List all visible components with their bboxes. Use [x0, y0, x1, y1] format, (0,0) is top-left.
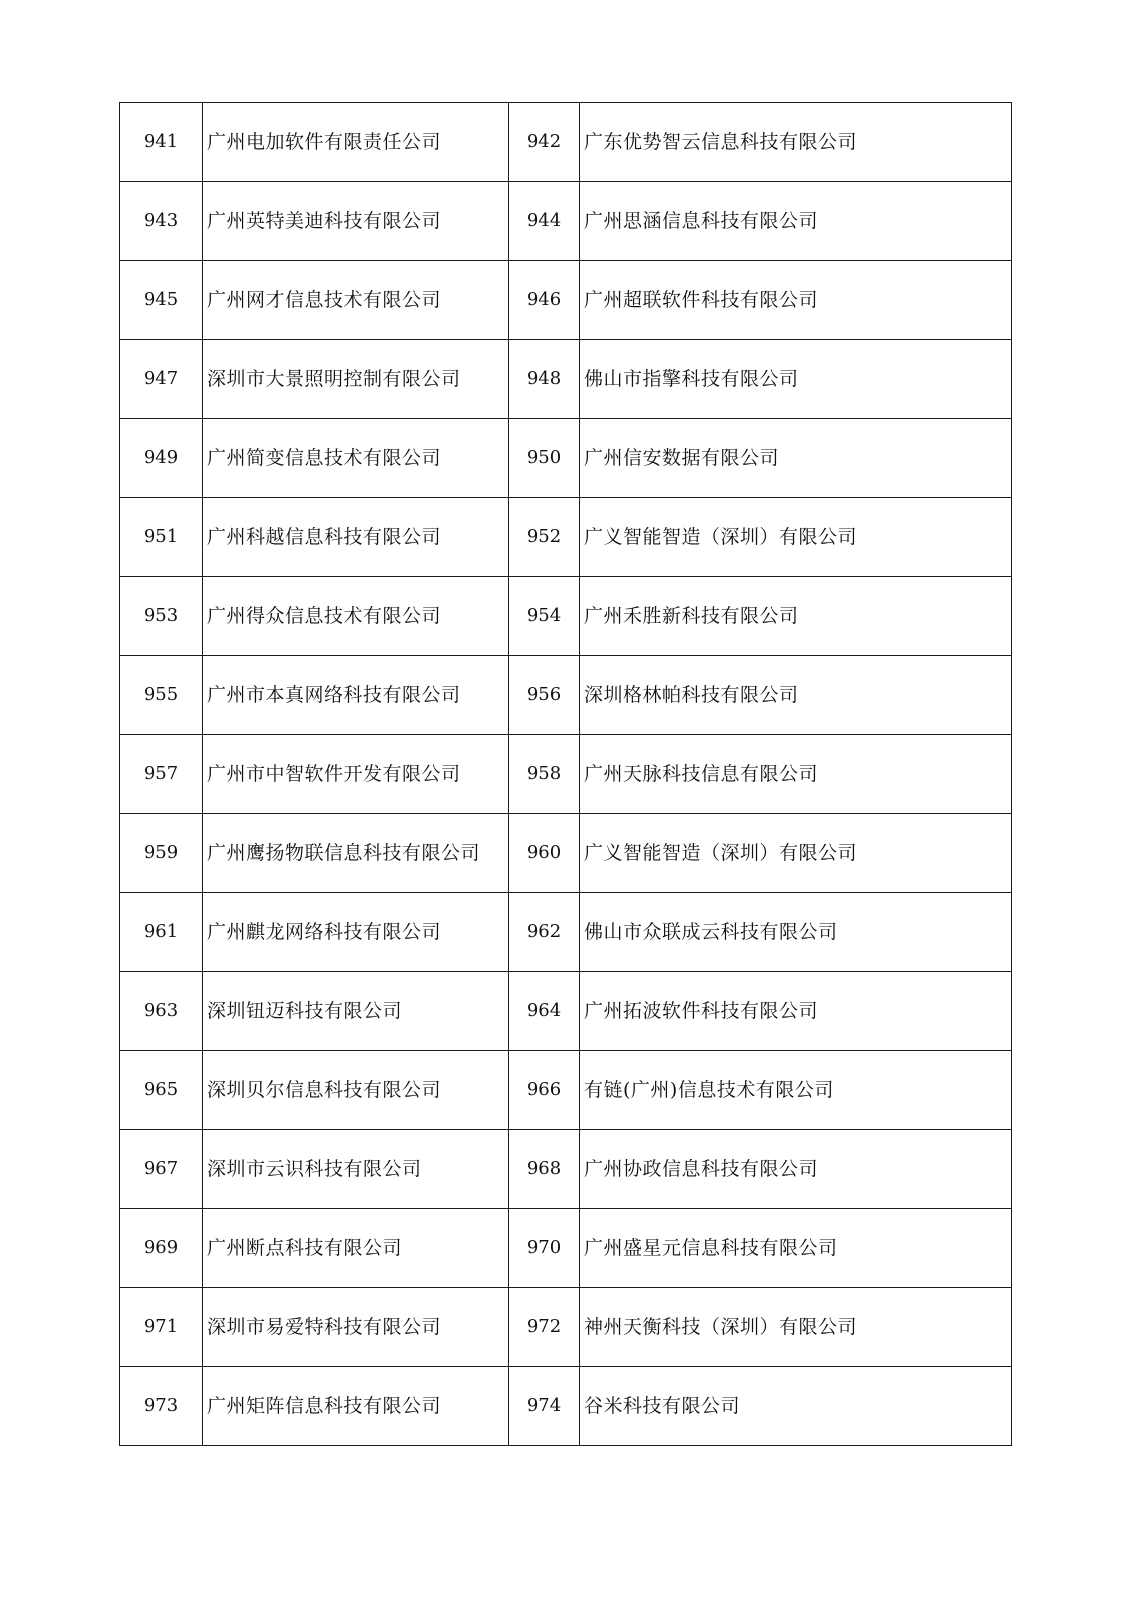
left-company-cell: 广州网才信息技术有限公司	[203, 261, 509, 340]
left-number-cell: 973	[120, 1367, 203, 1446]
left-number-cell: 951	[120, 498, 203, 577]
right-number-cell: 954	[509, 577, 580, 656]
table-row	[120, 1209, 1012, 1288]
right-company-cell: 广州拓波软件科技有限公司	[580, 972, 1012, 1051]
table-row	[120, 735, 1012, 814]
left-company-cell: 广州麒龙网络科技有限公司	[203, 893, 509, 972]
right-number-cell: 970	[509, 1209, 580, 1288]
right-company-cell: 广东优势智云信息科技有限公司	[580, 103, 1012, 182]
company-list-table	[119, 102, 1012, 1446]
right-number-cell: 958	[509, 735, 580, 814]
left-number-cell: 961	[120, 893, 203, 972]
left-number-cell: 959	[120, 814, 203, 893]
right-company-cell: 广义智能智造（深圳）有限公司	[580, 814, 1012, 893]
right-company-cell: 佛山市指擎科技有限公司	[580, 340, 1012, 419]
right-company-cell: 谷米科技有限公司	[580, 1367, 1012, 1446]
right-company-cell: 广州禾胜新科技有限公司	[580, 577, 1012, 656]
right-company-cell: 深圳格林帕科技有限公司	[580, 656, 1012, 735]
right-company-cell: 广州思涵信息科技有限公司	[580, 182, 1012, 261]
left-company-cell: 深圳贝尔信息科技有限公司	[203, 1051, 509, 1130]
left-company-cell: 深圳市易爱特科技有限公司	[203, 1288, 509, 1367]
left-number-cell: 941	[120, 103, 203, 182]
right-number-cell: 974	[509, 1367, 580, 1446]
table-row	[120, 1051, 1012, 1130]
left-company-cell: 广州鹰扬物联信息科技有限公司	[203, 814, 509, 893]
table-row	[120, 498, 1012, 577]
right-company-cell: 广州盛星元信息科技有限公司	[580, 1209, 1012, 1288]
left-number-cell: 943	[120, 182, 203, 261]
left-company-cell: 广州科越信息科技有限公司	[203, 498, 509, 577]
left-company-cell: 广州简变信息技术有限公司	[203, 419, 509, 498]
right-company-cell: 神州天衡科技（深圳）有限公司	[580, 1288, 1012, 1367]
table-row	[120, 1288, 1012, 1367]
table-row	[120, 182, 1012, 261]
table-row	[120, 577, 1012, 656]
right-company-cell: 广州超联软件科技有限公司	[580, 261, 1012, 340]
right-number-cell: 948	[509, 340, 580, 419]
right-company-cell: 有链(广州)信息技术有限公司	[580, 1051, 1012, 1130]
left-company-cell: 广州断点科技有限公司	[203, 1209, 509, 1288]
table-row	[120, 814, 1012, 893]
right-company-cell: 广义智能智造（深圳）有限公司	[580, 498, 1012, 577]
right-number-cell: 950	[509, 419, 580, 498]
right-number-cell: 952	[509, 498, 580, 577]
right-number-cell: 956	[509, 656, 580, 735]
left-number-cell: 953	[120, 577, 203, 656]
table-row	[120, 261, 1012, 340]
left-number-cell: 971	[120, 1288, 203, 1367]
right-company-cell: 佛山市众联成云科技有限公司	[580, 893, 1012, 972]
left-company-cell: 深圳市大景照明控制有限公司	[203, 340, 509, 419]
left-number-cell: 947	[120, 340, 203, 419]
left-company-cell: 广州英特美迪科技有限公司	[203, 182, 509, 261]
left-company-cell: 广州电加软件有限责任公司	[203, 103, 509, 182]
left-number-cell: 969	[120, 1209, 203, 1288]
table-row	[120, 893, 1012, 972]
left-number-cell: 945	[120, 261, 203, 340]
table-row	[120, 340, 1012, 419]
left-number-cell: 955	[120, 656, 203, 735]
right-number-cell: 968	[509, 1130, 580, 1209]
right-company-cell: 广州天脉科技信息有限公司	[580, 735, 1012, 814]
left-company-cell: 深圳市云识科技有限公司	[203, 1130, 509, 1209]
left-number-cell: 967	[120, 1130, 203, 1209]
right-company-cell: 广州协政信息科技有限公司	[580, 1130, 1012, 1209]
table-row	[120, 1130, 1012, 1209]
left-company-cell: 广州市本真网络科技有限公司	[203, 656, 509, 735]
table-row	[120, 1367, 1012, 1446]
right-number-cell: 960	[509, 814, 580, 893]
right-number-cell: 946	[509, 261, 580, 340]
left-number-cell: 949	[120, 419, 203, 498]
left-company-cell: 广州得众信息技术有限公司	[203, 577, 509, 656]
left-number-cell: 957	[120, 735, 203, 814]
left-number-cell: 965	[120, 1051, 203, 1130]
right-number-cell: 966	[509, 1051, 580, 1130]
left-number-cell: 963	[120, 972, 203, 1051]
right-number-cell: 942	[509, 103, 580, 182]
table-row	[120, 972, 1012, 1051]
table-row	[120, 103, 1012, 182]
right-number-cell: 964	[509, 972, 580, 1051]
left-company-cell: 广州矩阵信息科技有限公司	[203, 1367, 509, 1446]
left-company-cell: 深圳钮迈科技有限公司	[203, 972, 509, 1051]
table-row	[120, 419, 1012, 498]
right-number-cell: 944	[509, 182, 580, 261]
right-number-cell: 962	[509, 893, 580, 972]
right-number-cell: 972	[509, 1288, 580, 1367]
left-company-cell: 广州市中智软件开发有限公司	[203, 735, 509, 814]
right-company-cell: 广州信安数据有限公司	[580, 419, 1012, 498]
table-row	[120, 656, 1012, 735]
